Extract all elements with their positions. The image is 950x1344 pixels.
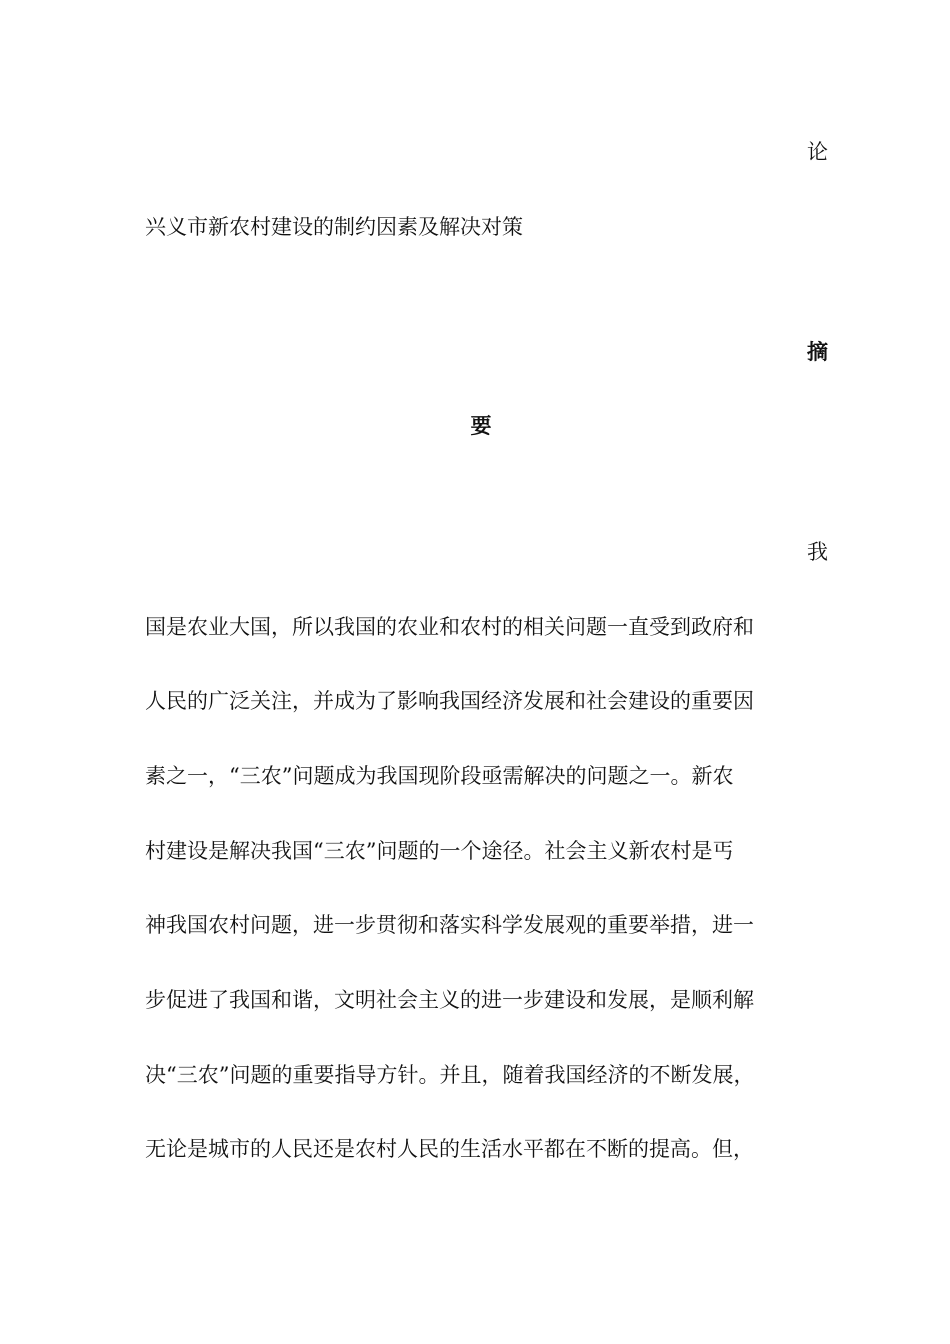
document-title: 兴义市新农村建设的制约因素及解决对策 [145, 215, 523, 239]
paragraph-line: 决“三农”问题的重要指导方针。并且，随着我国经济的不断发展， [145, 1063, 755, 1087]
paragraph-line: 神我国农村问题，进一步贯彻和落实科学发展观的重要举措，进一 [145, 913, 754, 937]
paragraph-line: 素之一，“三农”问题成为我国现阶段亟需解决的问题之一。新农 [145, 764, 734, 788]
paragraph-first-char: 我 [807, 540, 828, 564]
paragraph-line: 无论是城市的人民还是农村人民的生活水平都在不断的提高。但， [145, 1137, 754, 1161]
paragraph-line: 步促进了我国和谐，文明社会主义的进一步建设和发展，是顺利解 [145, 988, 754, 1012]
abstract-heading-yao: 要 [470, 414, 492, 438]
label-lun: 论 [807, 140, 828, 164]
paragraph-line: 国是农业大国，所以我国的农业和农村的相关问题一直受到政府和 [145, 615, 754, 639]
abstract-heading-zhai: 摘 [807, 340, 828, 364]
paragraph-line: 村建设是解决我国“三农”问题的一个途径。社会主义新农村是丐 [145, 839, 734, 863]
paragraph-line: 人民的广泛关注，并成为了影响我国经济发展和社会建设的重要因 [145, 689, 754, 713]
